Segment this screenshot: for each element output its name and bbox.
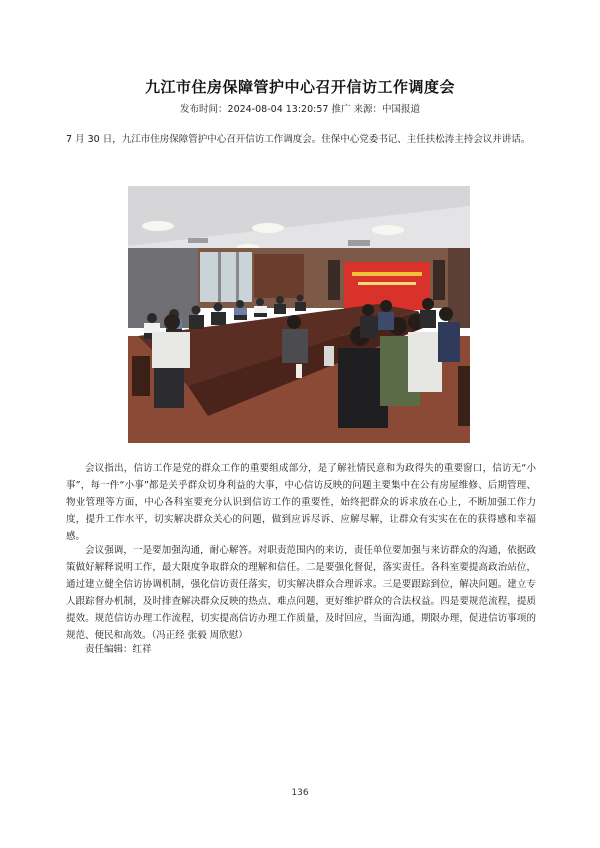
- article-paragraph-2: 会议指出，信访工作是党的群众工作的重要组成部分，是了解社情民意和为政得失的重要窗口，信访无“小事”，每一件“小事”都是关乎群众切身利益的大事，中心信访反映的问题主要集中在公有房屋维修、后期管理、物业管理等方面，中心各科室要充分认识到信访工作的重要性，始终把群众的诉求放在心上，不断加强工作力度，提升工作水平，切实解决群众关心的问题，做到应诉尽诉、应解尽解，让群众有实实在在的获得感和幸福感。: [66, 463, 536, 542]
- article-paragraph-1: 7 月 30 日，九江市住房保障管护中心召开信访工作调度会。住保中心党委书记、主任扶松涛主持会议并讲话。: [66, 134, 531, 145]
- responsible-editor: 责任编辑：红祥: [85, 644, 152, 655]
- article-title: 九江市住房保障管护中心召开信访工作调度会: [144, 78, 455, 96]
- article-paragraph-3: 会议强调，一是要加强沟通，耐心解答。对职责范围内的来访，责任单位要加强与来访群众的沟通，依据政策做好解释说明工作，最大限度争取群众的理解和信任。二是要强化督促，落实责任。各科室要提高政治站位，通过建立健全信访协调机制，强化信访责任落实，切实解决群众合理诉求。三是要跟踪到位，解决问题。建立专人跟踪督办机制，及时排查解决群众反映的热点、难点问题，更好维护群众的合法权益。四是要规范流程，提质提效。规范信访办理工作流程，切实提高信访办理工作质量，及时回应，当面沟通，期限办理，促进信访事项的规范、便民和高效。（冯正经 张毅 周欣慰）: [66, 545, 536, 641]
- meeting-room-photo-icon: [128, 186, 470, 443]
- article-meta: 发布时间：2024-08-04 13:20:57 推广 来源：中国报道: [180, 104, 420, 115]
- page-number: 136: [291, 788, 309, 798]
- meeting-photo: [128, 186, 470, 443]
